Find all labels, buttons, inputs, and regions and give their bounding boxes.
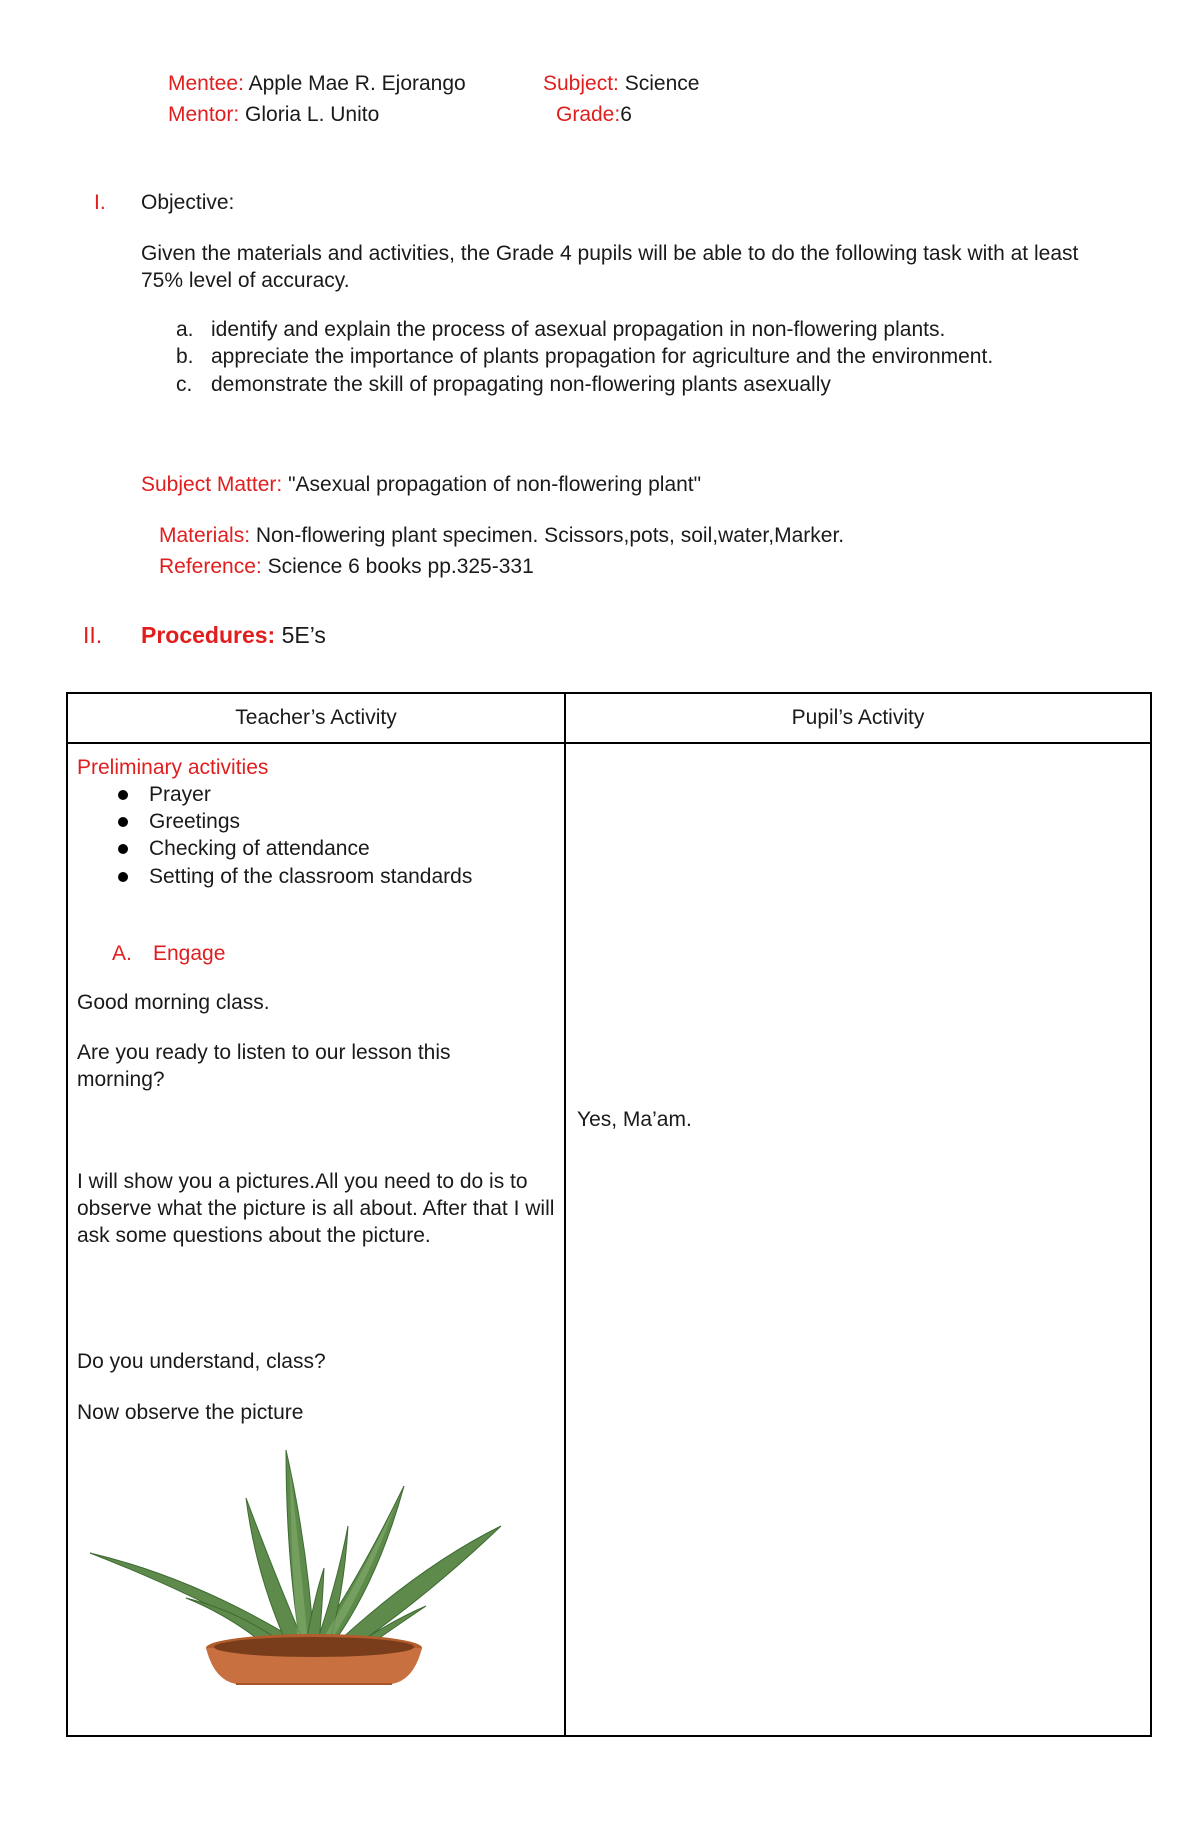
mentor-value: Gloria L. Unito xyxy=(245,103,380,126)
reference-line xyxy=(159,553,534,580)
objective-heading: Objective: xyxy=(141,191,235,214)
subject-value: Science xyxy=(624,72,700,95)
objective-item-letter: c. xyxy=(176,373,193,396)
grade-line xyxy=(556,103,632,127)
reference-label: Reference: xyxy=(159,555,262,578)
teacher-greeting: Good morning class. xyxy=(77,991,270,1014)
grade-label: Grade: xyxy=(556,103,621,126)
mentee-value: Apple Mae R. Ejorango xyxy=(248,72,466,95)
procedures-numeral: II. xyxy=(83,622,103,648)
subject-label: Subject: xyxy=(543,72,619,95)
header-divider xyxy=(68,742,1150,744)
teacher-instructions: I will show you a pictures.All you need to do is to observe what the picture is all about. After that I will ask some questions about the picture. xyxy=(77,1170,555,1247)
engage-heading: Engage xyxy=(153,942,226,965)
objective-item-letter: a. xyxy=(176,318,194,341)
objective-intro: Given the materials and activities, the Grade 4 pupils will be able to do the following task with at least 75% level of accuracy. xyxy=(141,242,1079,292)
list-item-text: Prayer xyxy=(149,783,211,806)
aloe-vera-plant-icon xyxy=(86,1448,506,1688)
pupil-answer-ready: Yes, Ma’am. xyxy=(577,1108,692,1131)
teacher-understand-question: Do you understand, class? xyxy=(77,1350,326,1373)
pupil-activity-header: Pupil’s Activity xyxy=(791,706,925,729)
bullet-icon xyxy=(118,817,128,827)
objective-item-text: appreciate the importance of plants propagation for agriculture and the environment. xyxy=(211,345,994,368)
bullet-icon xyxy=(118,790,128,800)
teacher-ready-question: Are you ready to listen to our lesson this morning? xyxy=(77,1041,451,1091)
procedures-heading xyxy=(141,622,326,649)
bullet-icon xyxy=(118,844,128,854)
grade-value: 6 xyxy=(620,103,632,126)
subject-matter-line xyxy=(141,471,701,498)
mentor-line xyxy=(168,103,379,127)
procedures-label: Procedures: xyxy=(141,622,276,648)
subject-matter-label: Subject Matter: xyxy=(141,473,283,496)
subject-line xyxy=(543,72,699,96)
mentee-label: Mentee: xyxy=(168,72,244,95)
engage-letter: A. xyxy=(112,942,132,965)
objective-item-text: demonstrate the skill of propagating non-flowering plants asexually xyxy=(211,373,831,396)
mentee-line xyxy=(168,72,466,96)
objective-numeral: I. xyxy=(94,191,106,214)
mentor-label: Mentor: xyxy=(168,103,240,126)
preliminary-heading: Preliminary activities xyxy=(77,756,269,779)
teacher-observe: Now observe the picture xyxy=(77,1401,304,1424)
materials-line xyxy=(159,522,844,549)
objective-item-text: identify and explain the process of asexual propagation in non-flowering plants. xyxy=(211,318,946,341)
list-item-text: Checking of attendance xyxy=(149,837,370,860)
materials-value: Non-flowering plant specimen. Scissors,pots, soil,water,Marker. xyxy=(255,524,845,547)
list-item-text: Setting of the classroom standards xyxy=(149,865,473,888)
materials-label: Materials: xyxy=(159,524,251,547)
objective-item-letter: b. xyxy=(176,345,194,368)
procedures-value: 5E’s xyxy=(281,622,326,648)
column-divider xyxy=(564,694,566,1735)
teacher-activity-header: Teacher’s Activity xyxy=(235,706,397,729)
subject-matter-value: "Asexual propagation of non-flowering plant" xyxy=(288,473,702,496)
list-item-text: Greetings xyxy=(149,810,241,833)
reference-value: Science 6 books pp.325-331 xyxy=(267,555,534,578)
bullet-icon xyxy=(118,872,128,882)
